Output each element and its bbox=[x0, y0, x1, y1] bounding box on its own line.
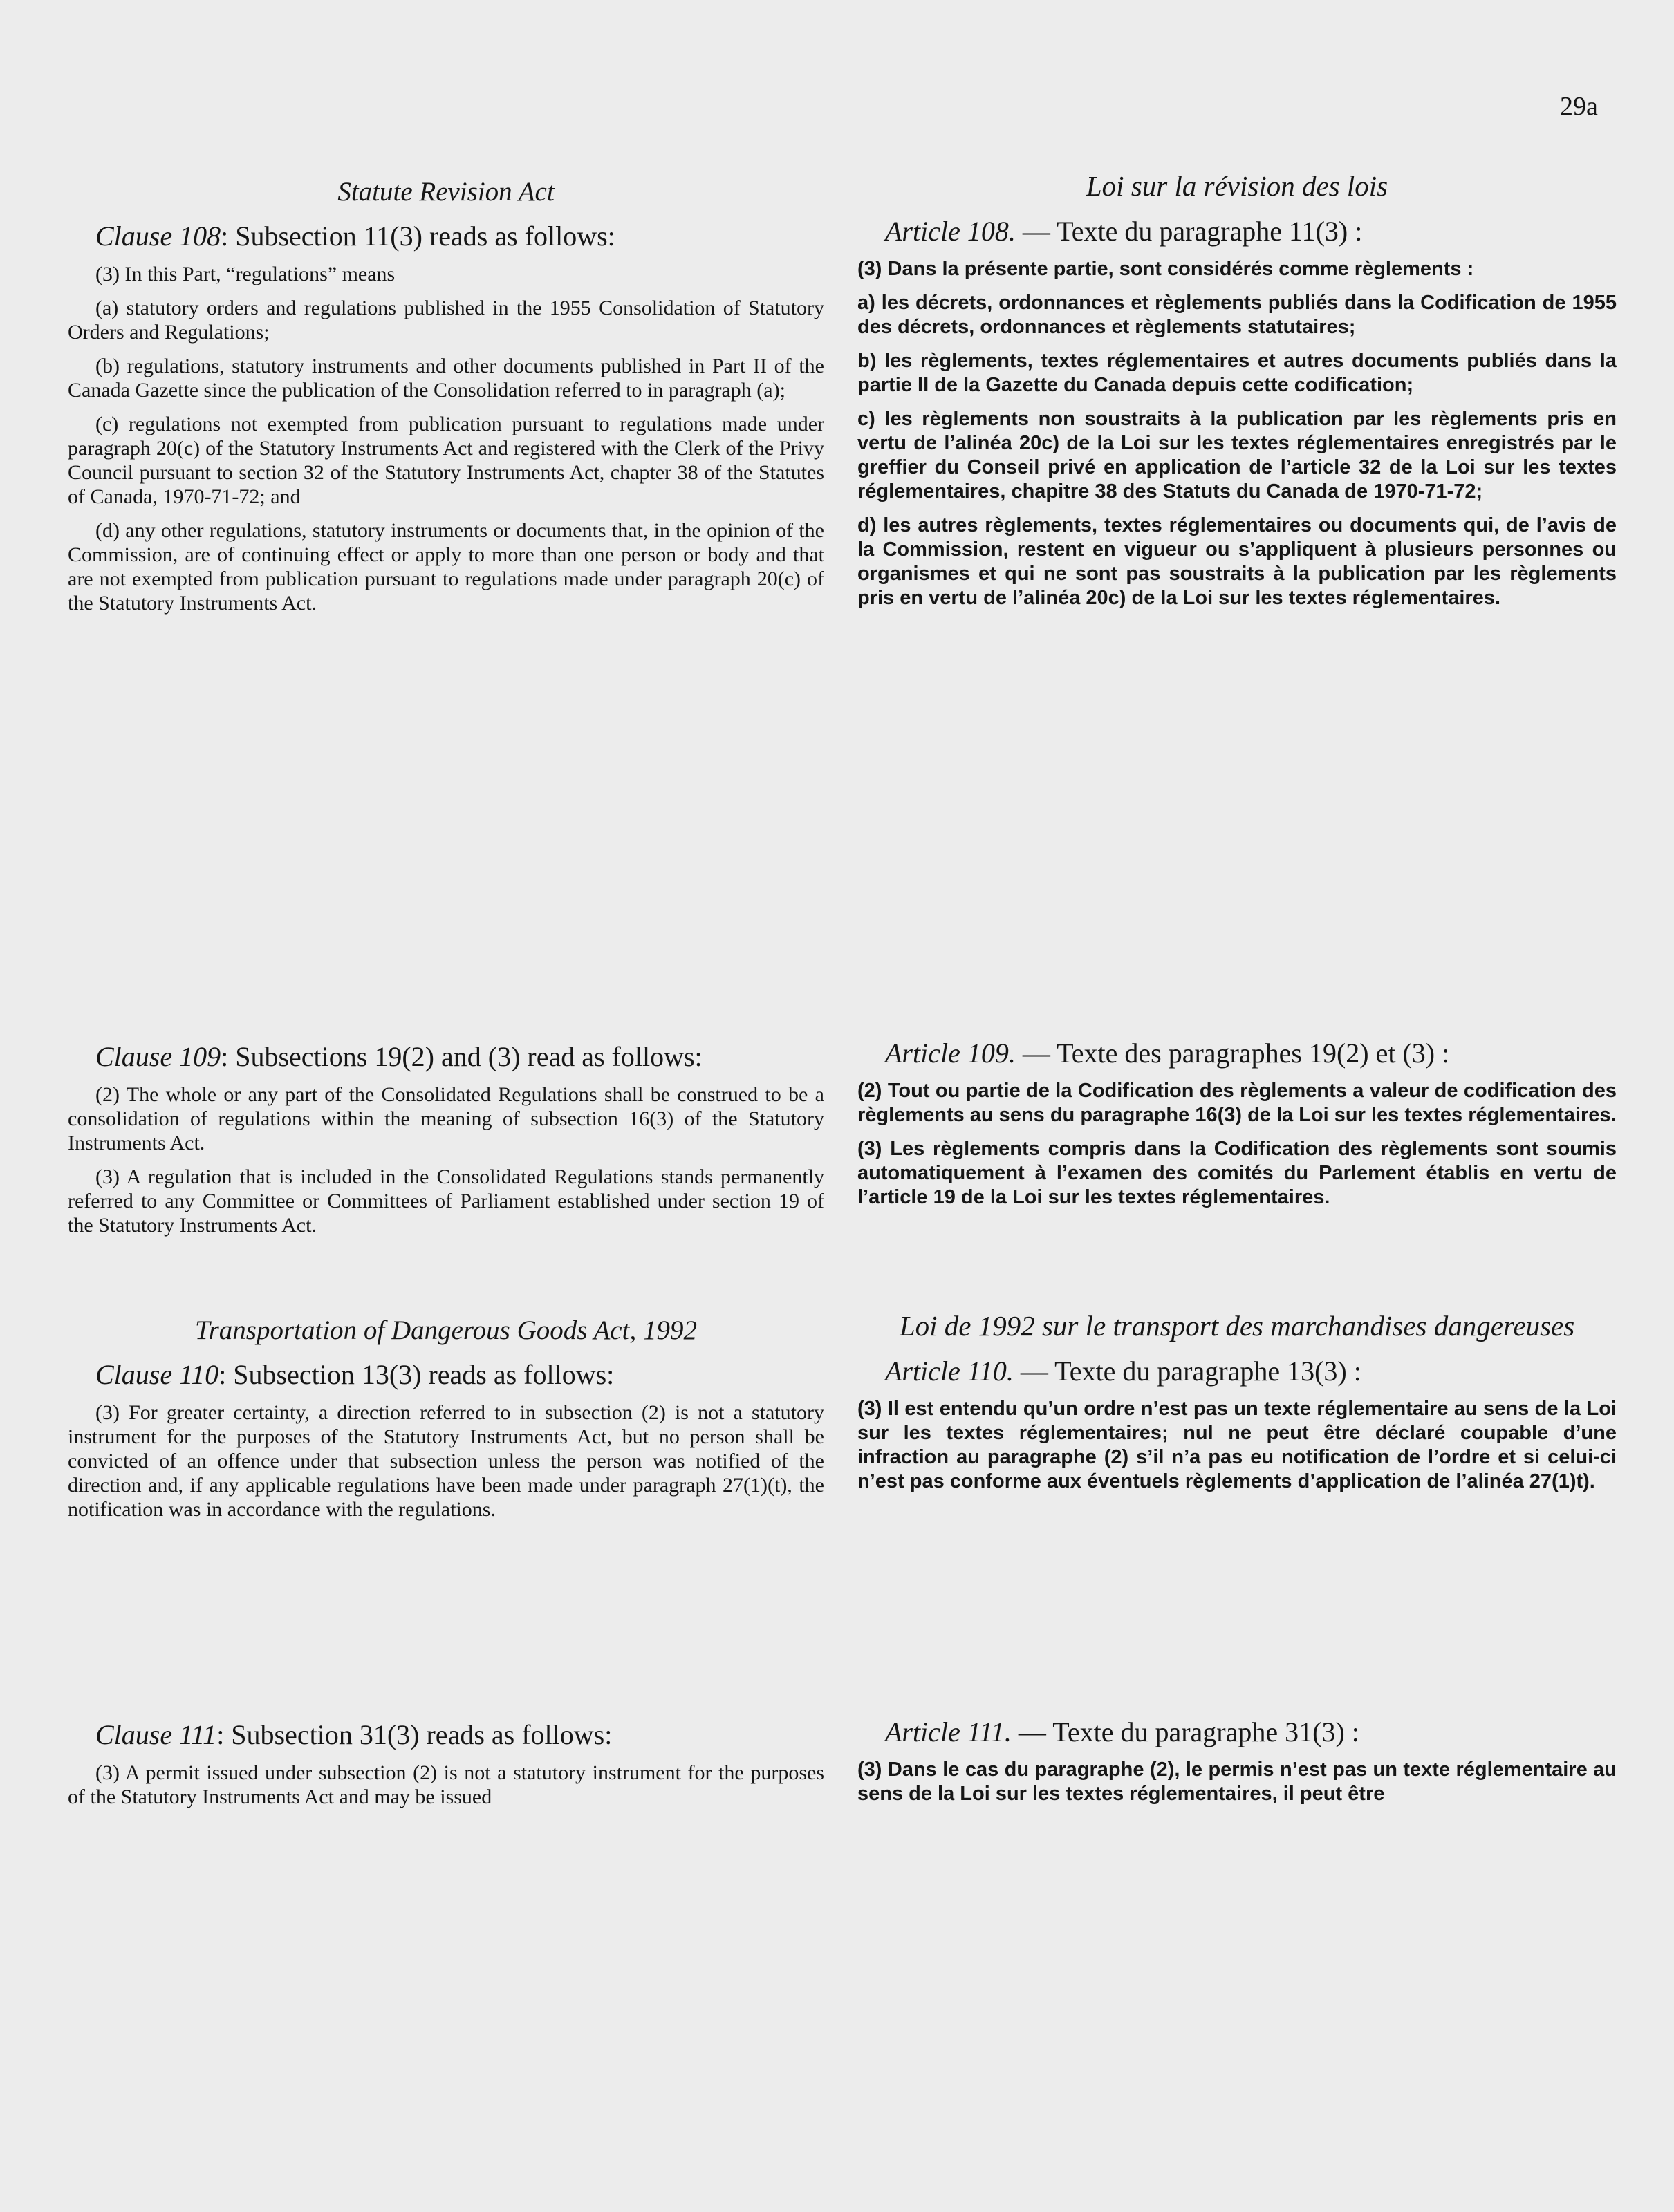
clause-heading bbox=[95, 220, 824, 252]
paragraph: (3) Les règlements compris dans la Codification des règlements sont soumis automatiquement à l’examen des comités du Parlement établis en vertu de l’article 19 de la Loi sur les textes réglementaires. bbox=[857, 1138, 1617, 1208]
clause-heading bbox=[95, 1040, 824, 1073]
paragraph: (3) A regulation that is included in the Consolidated Regulations stands permanently referred to any Committee or Committees of Parliament established under section 19 of the Statutory Instruments Act. bbox=[68, 1165, 824, 1237]
en-section-statute-revision bbox=[68, 176, 824, 625]
paragraph: (d) any other regulations, statutory instruments or documents that, in the opinion of the Commission, are of continuing effect or apply to more than one person or body and that are not exempted from publication pursuant to regulations made under paragraph 20(c) of the Statutory Instruments Act. bbox=[68, 519, 824, 615]
paragraph: b) les règlements, textes réglementaires et autres documents publiés dans la partie II de la Gazette du Canada depuis cette codification; bbox=[857, 350, 1617, 396]
paragraph: d) les autres règlements, textes réglementaires ou documents qui, de l’avis de la Commission, restent en vigueur ou s’appliquent à plusieurs personnes ou organismes et qui ne sont pas soustraits à la publication par les règlements pris en vertu de l’alinéa 20c) de la Loi sur les textes réglementaires. bbox=[857, 514, 1617, 609]
clause-number: Clause 108 bbox=[95, 221, 221, 252]
clause-number: Clause 111 bbox=[95, 1719, 217, 1750]
page-number: 29a bbox=[1560, 92, 1598, 121]
paragraph: (3) Dans le cas du paragraphe (2), le permis n’est pas un texte réglementaire au sens de la Loi sur les textes réglementaires, il peut être bbox=[857, 1759, 1617, 1805]
paragraph: (3) Dans la présente partie, sont considérés comme règlements : bbox=[857, 258, 1474, 280]
paragraph: (3) For greater certainty, a direction referred to in subsection (2) is not a statutory instrument for the purposes of the Statutory Instruments Act, but no person shall be convicted of an offence under that subsection unless the person was notified of the direction and, if any applicable regulations have been made under paragraph 27(1)(t), the notification was in accordance with the regulations. bbox=[68, 1401, 824, 1521]
clause-text: : Subsection 13(3) reads as follows: bbox=[218, 1359, 615, 1390]
paragraph: (c) regulations not exempted from publication pursuant to regulations made under paragraph 20(c) of the Statutory Instruments Act and registered with the Clerk of the Privy Council pursuant to section 32 of the Statutory Instruments Act, chapter 38 of the Statutes of Canada, 1970-71-72; and bbox=[68, 413, 824, 508]
clause-heading bbox=[95, 1718, 824, 1751]
clause-number: Article 111. bbox=[885, 1716, 1012, 1747]
act-title: Statute Revision Act bbox=[337, 177, 555, 207]
clause-text: — Texte du paragraphe 11(3) : bbox=[1015, 216, 1363, 247]
clause-number: Clause 110 bbox=[95, 1359, 219, 1390]
clause-text: — Texte du paragraphe 13(3) : bbox=[1013, 1356, 1361, 1387]
fr-section-article-111 bbox=[857, 1716, 1617, 1816]
paragraph: (2) The whole or any part of the Consolidated Regulations shall be construed to be a consolidation of regulations within the meaning of subsection 16(3) of the Statutory Instruments Act. bbox=[68, 1083, 824, 1154]
en-section-dangerous-goods bbox=[68, 1315, 824, 1531]
paragraph: a) les décrets, ordonnances et règlements publiés dans la Codification de 1955 des décrets, ordonnances et règlements statutaires; bbox=[857, 292, 1617, 338]
clause-number: Article 109. bbox=[885, 1038, 1016, 1069]
clause-text: : Subsection 11(3) reads as follows: bbox=[221, 221, 615, 252]
clause-heading bbox=[885, 215, 1617, 247]
clause-text: — Texte des paragraphes 19(2) et (3) : bbox=[1015, 1038, 1450, 1069]
clause-heading bbox=[885, 1716, 1617, 1748]
clause-heading bbox=[885, 1355, 1617, 1387]
clause-heading bbox=[95, 1358, 824, 1391]
clause-number: Clause 109 bbox=[95, 1041, 221, 1072]
clause-heading bbox=[885, 1037, 1617, 1069]
clause-text: : Subsections 19(2) and (3) read as follows: bbox=[221, 1041, 703, 1072]
paragraph: (3) In this Part, “regulations” means bbox=[95, 263, 396, 285]
paragraph: (a) statutory orders and regulations published in the 1955 Consolidation of Statutory Orders and Regulations; bbox=[68, 297, 824, 344]
paragraph: (2) Tout ou partie de la Codification des règlements a valeur de codification des règlements au sens du paragraphe 16(3) de la Loi sur les textes réglementaires. bbox=[857, 1080, 1617, 1126]
fr-section-marchandises-dangereuses bbox=[857, 1309, 1617, 1503]
clause-number: Article 108. bbox=[885, 216, 1016, 247]
act-title: Loi sur la révision des lois bbox=[1086, 170, 1388, 202]
act-title: Loi de 1992 sur le transport des marchandises dangereuses bbox=[899, 1310, 1575, 1342]
fr-section-revision-lois bbox=[857, 169, 1617, 620]
paragraph: (3) Il est entendu qu’un ordre n’est pas un texte réglementaire au sens de la Loi sur les textes réglementaires; nul ne peut être déclaré coupable d’une infraction au paragraphe (2) s’il n’a pas eu notification de l’ordre et si celui-ci n’est pas conforme aux éventuels règlements d’application de l’alinéa 27(1)t). bbox=[857, 1398, 1617, 1492]
en-section-clause-111 bbox=[68, 1718, 824, 1819]
clause-number: Article 110. bbox=[885, 1356, 1014, 1387]
paragraph: c) les règlements non soustraits à la publication par les règlements pris en vertu de l’alinéa 20c) de la Loi sur les textes réglementaires enregistrés par le greffier du Conseil privé en application de l’article 32 de la Loi sur les textes réglementaires, chapitre 38 des Statuts du Canada de 1970-71-72; bbox=[857, 408, 1617, 503]
paragraph: (b) regulations, statutory instruments and other documents published in Part II of the Canada Gazette since the publication of the Consolidation referred to in paragraph (a); bbox=[68, 355, 824, 402]
fr-section-article-109 bbox=[857, 1037, 1617, 1219]
en-section-clause-109 bbox=[68, 1040, 824, 1247]
clause-text: : Subsection 31(3) reads as follows: bbox=[216, 1719, 613, 1750]
paragraph: (3) A permit issued under subsection (2) is not a statutory instrument for the purposes of the Statutory Instruments Act and may be issued bbox=[68, 1761, 824, 1808]
clause-text: — Texte du paragraphe 31(3) : bbox=[1011, 1716, 1359, 1747]
act-title: Transportation of Dangerous Goods Act, 1992 bbox=[195, 1315, 697, 1345]
